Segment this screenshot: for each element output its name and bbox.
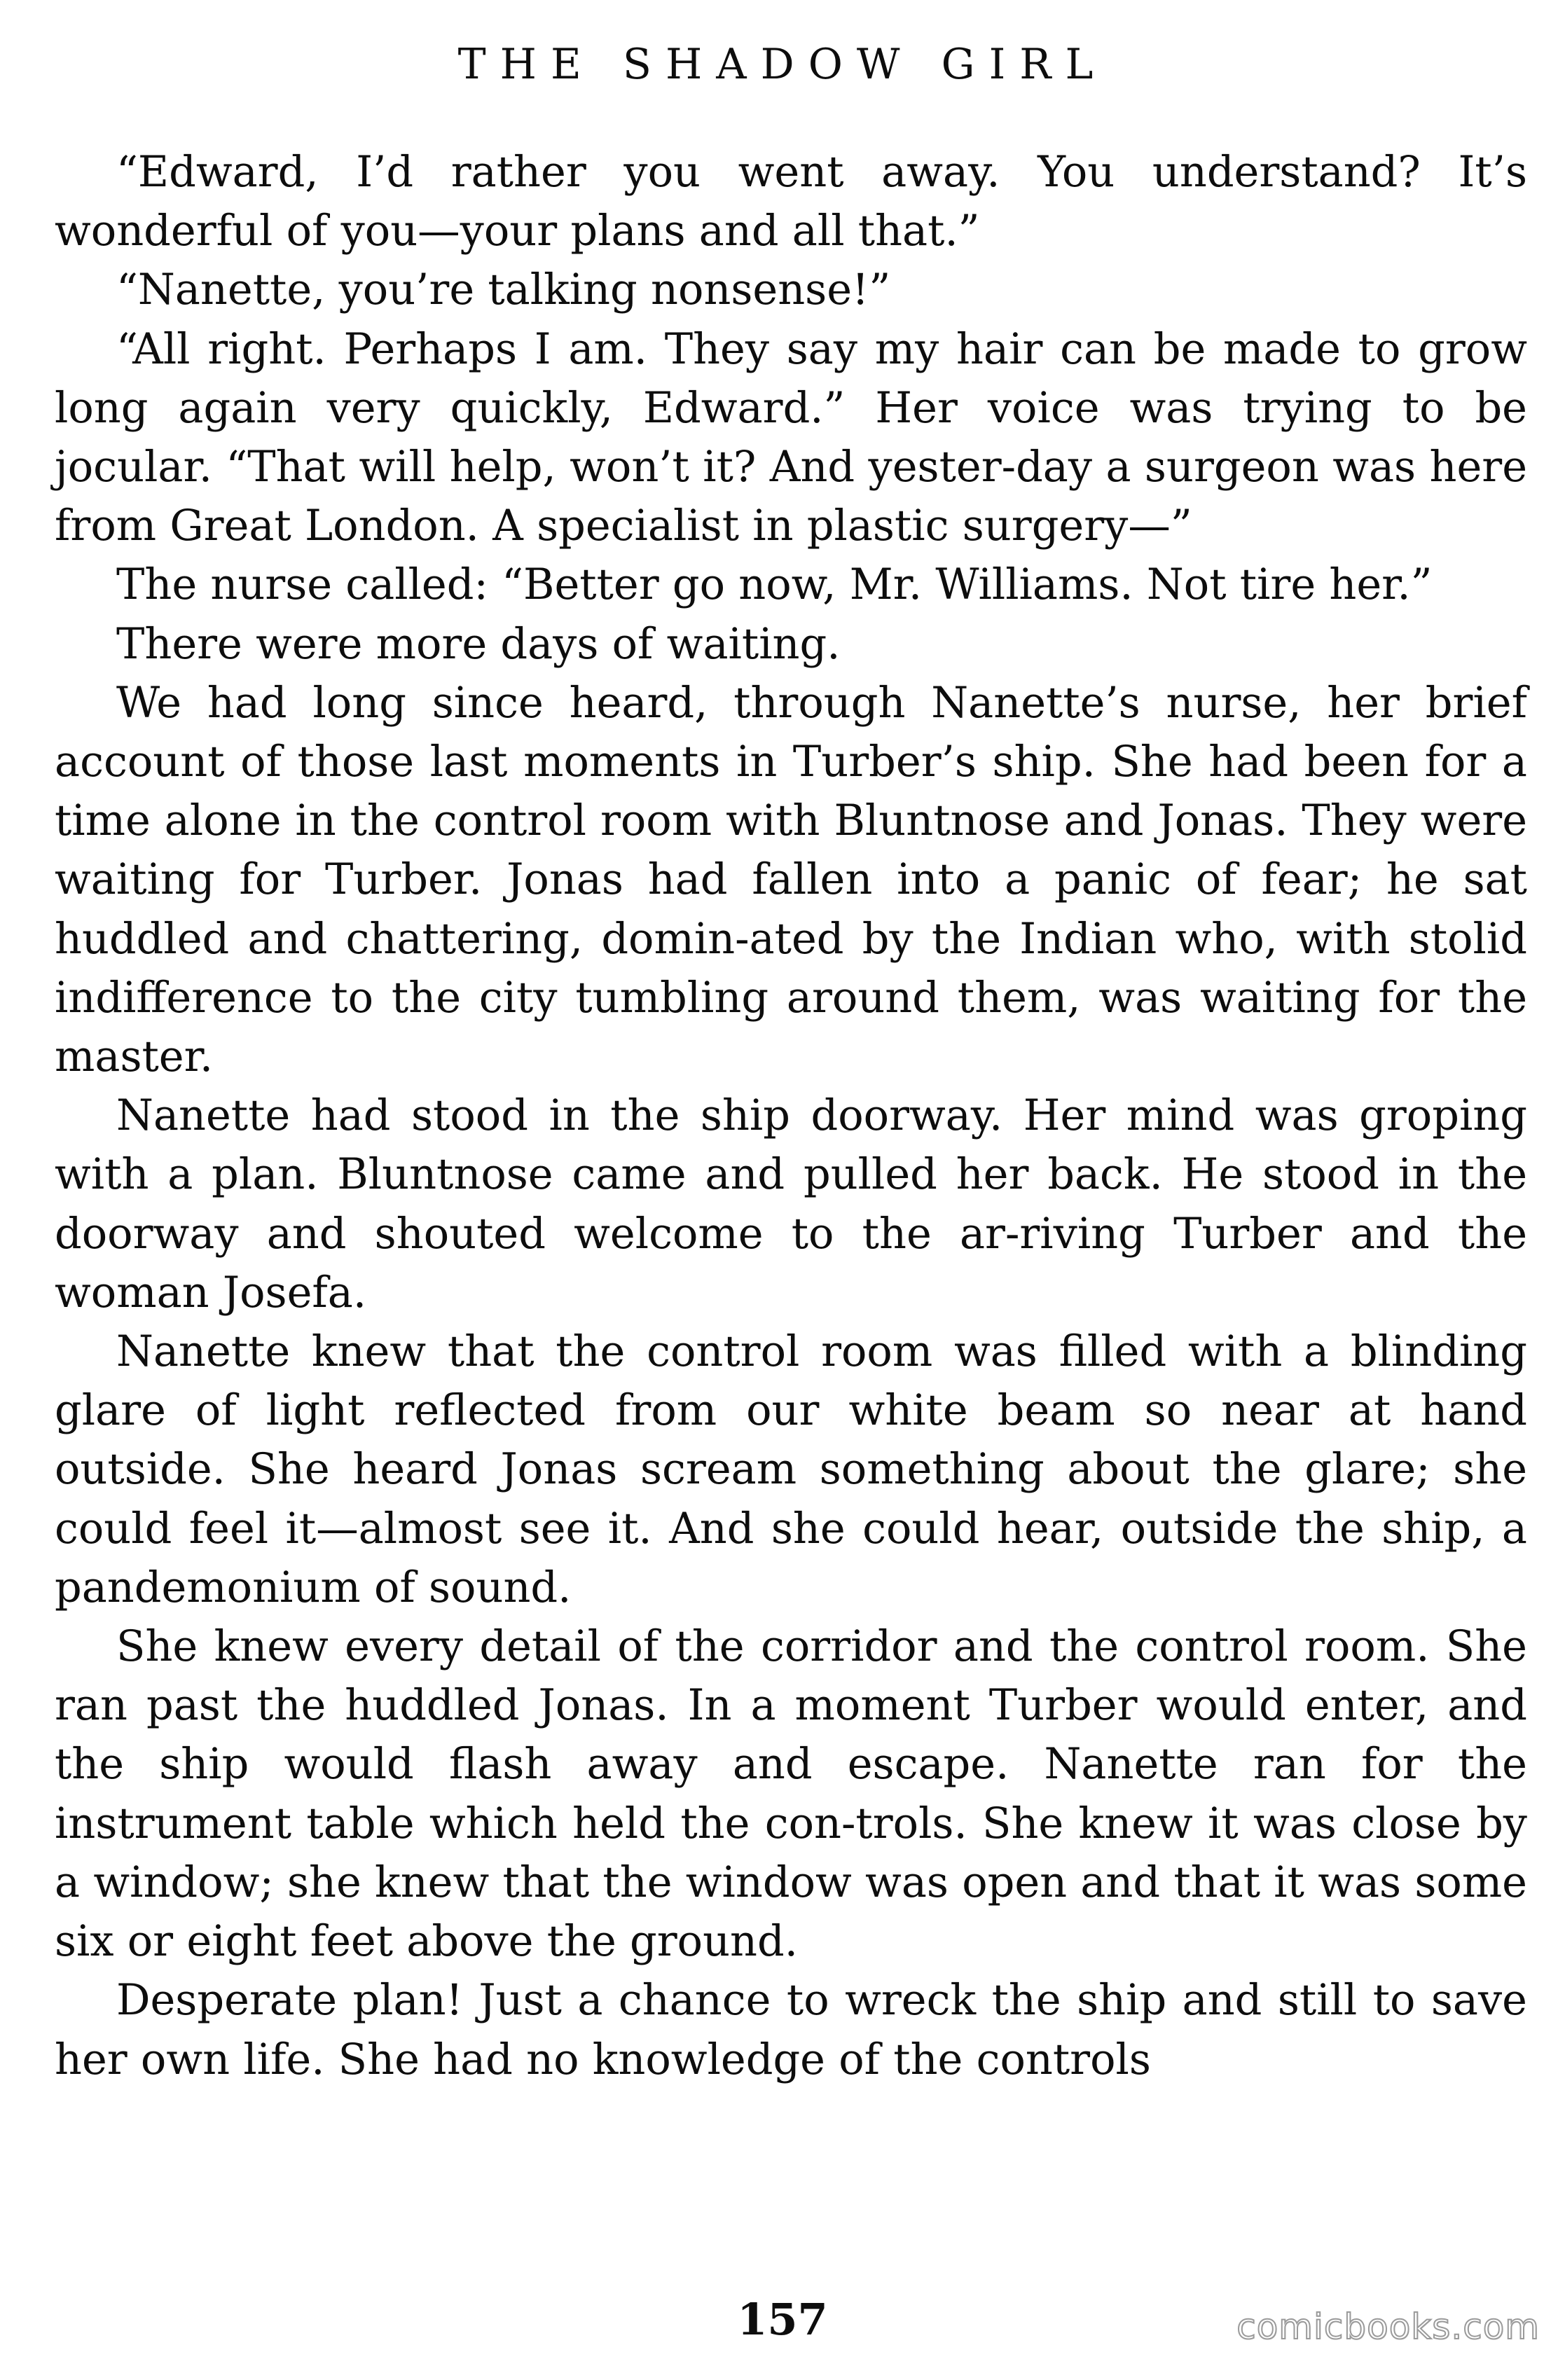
paragraph: We had long since heard, through Nanette’s nurse, her brief account of those last moments in Turber’s ship. She had been for a time alone in the control room with Bluntnose and Jonas. They were waiting for Turber. Jonas had fallen into a panic of fear; he sat huddled and chattering, domin-ated by the Indian who, with stolid indifference to the city tumbling around them, was waiting for the master. [55, 678, 1527, 1082]
paragraph: Nanette had stood in the ship doorway. Her mind was groping with a plan. Bluntnose came and pulled her back. He stood in the doorway and shouted welcome to the ar-riving Turber and the woman Josefa. [55, 1091, 1527, 1317]
paragraph: The nurse called: “Better go now, Mr. Williams. Not tire her.” [116, 560, 1433, 610]
running-head: THE SHADOW GIRL [457, 40, 1108, 89]
paragraph: “Nanette, you’re talking nonsense!” [116, 265, 891, 315]
paragraph: She knew every detail of the corridor and the control room. She ran past the huddled Jonas. In a moment Turber would enter, and the ship would flash away and escape. Nanette ran for the instrument table which held the con-trols. She knew it was close by a window; she knew that the window was open and that it was some six or eight feet above the ground. [55, 1622, 1527, 1967]
paragraph: “Edward, I’d rather you went away. You understand? It’s wonderful of you—your plans and all that.” [55, 148, 1527, 256]
body-text [55, 143, 1527, 2089]
paragraph: Desperate plan! Just a chance to wreck the ship and still to save her own life. She had no knowledge of the controls [55, 1976, 1527, 2084]
paragraph: There were more days of waiting. [116, 619, 841, 669]
paragraph: Nanette knew that the control room was filled with a blinding glare of light reflected from our white beam so near at hand outside. She heard Jonas scream something about the glare; she could feel it—almost see it. And she could hear, outside the ship, a pandemonium of sound. [55, 1327, 1527, 1612]
watermark: comicbooks.com [1236, 2306, 1540, 2347]
paragraph: “All right. Perhaps I am. They say my hair can be made to grow long again very quickly, Edward.” Her voice was trying to be jocular. “That will help, won’t it? And yester-day a surgeon was here from Great London. A specialist in plastic surgery—” [55, 324, 1527, 551]
page-number: 157 [737, 2294, 828, 2345]
